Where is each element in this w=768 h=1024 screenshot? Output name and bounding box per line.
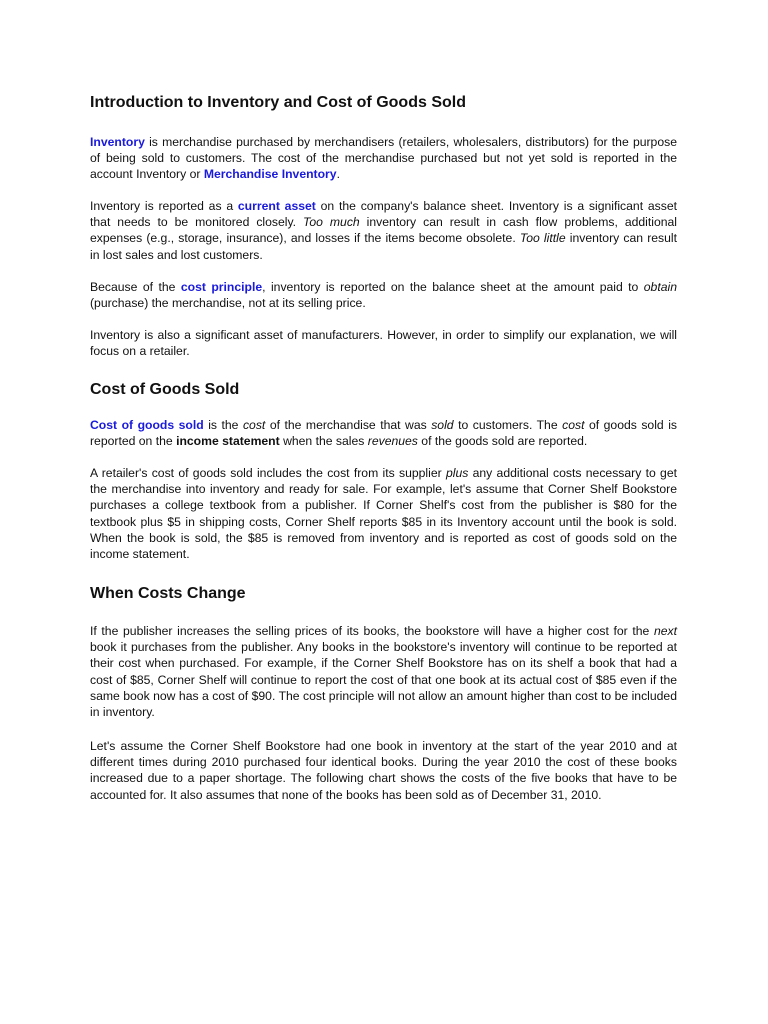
- text-span: when the sales: [279, 434, 368, 449]
- emphasis-revenues: revenues: [367, 434, 418, 449]
- heading-cost-of-goods-sold: Cost of Goods Sold: [90, 381, 240, 398]
- text-span: If the publisher increases the selling prices of its books, the bookstore will have a higher cost for the: [90, 624, 654, 638]
- paragraph-inventory-definition: [90, 134, 677, 183]
- paragraph-cost-principle: [90, 279, 677, 311]
- emphasis-cost: cost: [562, 418, 585, 432]
- text-span: is the: [203, 418, 243, 432]
- text-span: .: [336, 167, 340, 182]
- paragraph-manufacturers: [90, 327, 677, 359]
- paragraph-retailer-example: [90, 465, 677, 562]
- text-span: on the company's balance sheet. Inventory is a significant asset that needs to be monitored closely.: [90, 199, 678, 230]
- text-span: of goods sold is reported on the: [90, 418, 677, 449]
- emphasis-too-much: Too much: [303, 215, 360, 230]
- text-span: of the goods sold are reported.: [417, 434, 588, 449]
- text-span: to customers. The: [453, 418, 563, 432]
- heading-when-costs-change: When Costs Change: [90, 585, 246, 602]
- text-span: Because of the: [90, 280, 181, 294]
- text-span: is merchandise purchased by merchandisers (retailers, wholesalers, distributors) for the purpose of being sold to customers. The cost of the merchandise purchased but not yet sold is reported in the account Inventory or: [90, 135, 677, 182]
- term-cost-of-goods-sold: Cost of goods sold: [90, 418, 204, 432]
- term-merchandise-inventory: Merchandise Inventory: [203, 167, 337, 182]
- text-span: of the merchandise that was: [265, 418, 432, 432]
- text-span: any additional costs necessary to get the merchandise into inventory and ready for sale. For example, let's assume that Corner Shelf Bookstore purchases a college textbook from a publisher. If Corner Shelf's cost from the publisher is $80 for the textbook plus $5 in shipping costs, Corner Shelf reports $85 in its Inventory account until the book is sold. When the book is sold, the $85 is removed from inventory and is reported as cost of goods sold on the income statement.: [90, 466, 678, 562]
- term-cost-principle: cost principle: [180, 280, 263, 294]
- term-current-asset: current asset: [237, 199, 316, 213]
- paragraph-current-asset: [90, 198, 677, 263]
- emphasis-plus: plus: [445, 466, 469, 480]
- paragraph-cogs-definition: [90, 417, 677, 449]
- emphasis-too-little: Too little: [519, 231, 566, 246]
- text-span: inventory can result in cash flow problems, additional expenses (e.g., storage, insurance), and losses if the items become obsolete.: [90, 215, 677, 246]
- term-inventory: Inventory: [90, 135, 145, 149]
- emphasis-sold: sold: [431, 418, 454, 432]
- text-span: inventory can result in lost sales and lost customers.: [90, 231, 677, 262]
- text-span: Let's assume the Corner Shelf Bookstore had one book in inventory at the start of the year 2010 and at different times during 2010 purchased four identical books. During the year 2010 the cost of these books increased due to a paper shortage. The following chart shows the costs of the five books that have to be accounted for. It also assumes that none of the books has been sold as of December 31, 2010.: [90, 739, 677, 802]
- emphasis-obtain: obtain: [643, 280, 677, 294]
- paragraph-publisher-increase: [90, 623, 677, 720]
- text-span: (purchase) the merchandise, not at its selling price.: [90, 296, 366, 311]
- text-span: Inventory is also a significant asset of manufacturers. However, in order to simplify our explanation, we will focus on a retailer.: [90, 328, 677, 359]
- text-span: A retailer's cost of goods sold includes the cost from its supplier: [90, 466, 446, 480]
- text-span: , inventory is reported on the balance sheet at the amount paid to: [262, 280, 644, 294]
- text-span: Inventory is reported as a: [90, 199, 238, 213]
- heading-intro: Introduction to Inventory and Cost of Goods Sold: [90, 94, 466, 111]
- paragraph-bookstore-2010: [90, 738, 677, 803]
- emphasis-cost: cost: [242, 418, 266, 432]
- text-span: book it purchases from the publisher. Any books in the bookstore's inventory will continue to be reported at their cost when purchased. For example, if the Corner Shelf Bookstore has on its shelf a book that had a cost of $85, Corner Shelf will continue to report the cost of that one book at its actual cost of $85 even if the same book now has a cost of $90. The cost principle will not allow an amount higher than cost to be included in inventory.: [90, 640, 677, 720]
- emphasis-next: next: [653, 624, 677, 638]
- strong-income-statement: income statement: [176, 434, 280, 449]
